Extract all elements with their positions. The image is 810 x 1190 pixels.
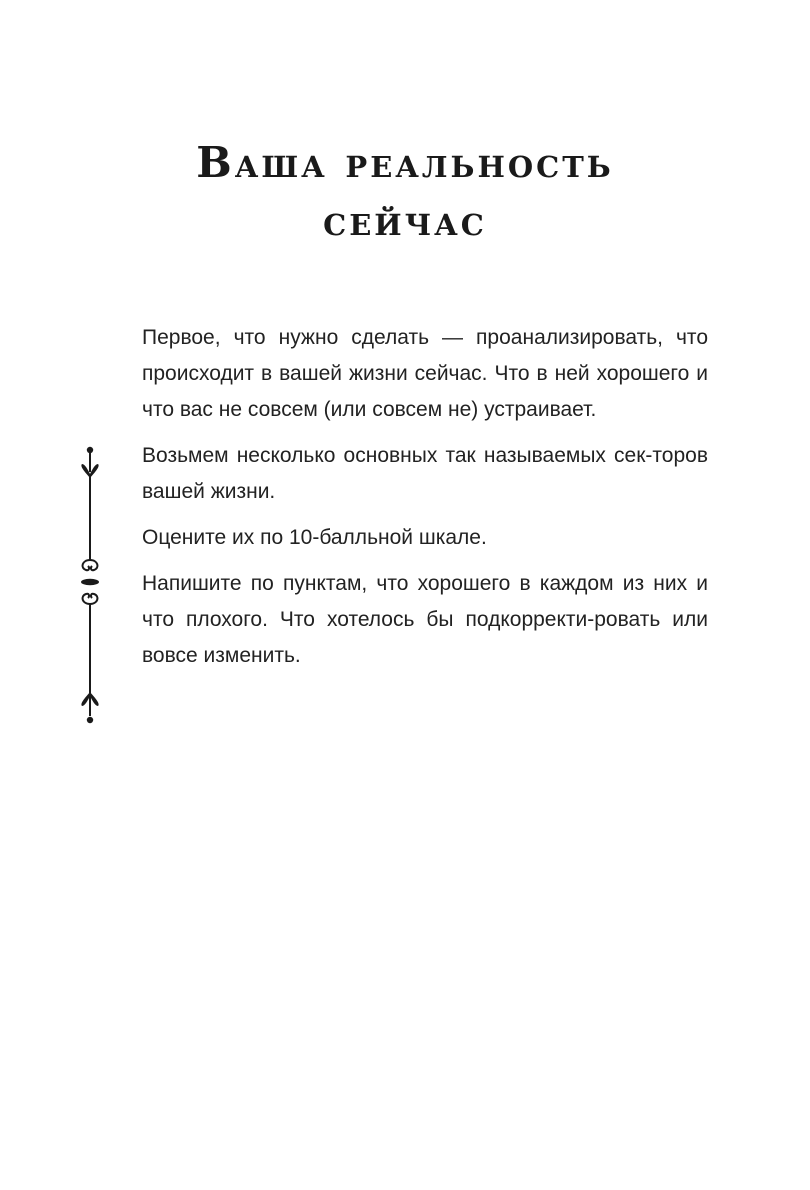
page-title-line-1: Ваша реальность — [196, 138, 614, 187]
vertical-flourish-icon — [70, 442, 110, 732]
page-title-line-2: сейчас — [323, 196, 487, 245]
paragraph-3: Оцените их по 10-балльной шкале. — [142, 526, 487, 549]
body-text — [142, 320, 708, 684]
paragraph-2: Возьмем несколько основных так называемых сек-торов вашей жизни. — [142, 444, 708, 503]
paragraph-4: Напишите по пунктам, что хорошего в каждом из них и что плохого. Что хотелось бы подкорректи-ровать или вовсе изменить. — [142, 572, 708, 667]
page-title — [0, 134, 810, 250]
paragraph-1: Первое, что нужно сделать — проанализировать, что происходит в вашей жизни сейчас. Что в ней хорошего и что вас не совсем (или совсем не) устраивает. — [142, 326, 708, 421]
